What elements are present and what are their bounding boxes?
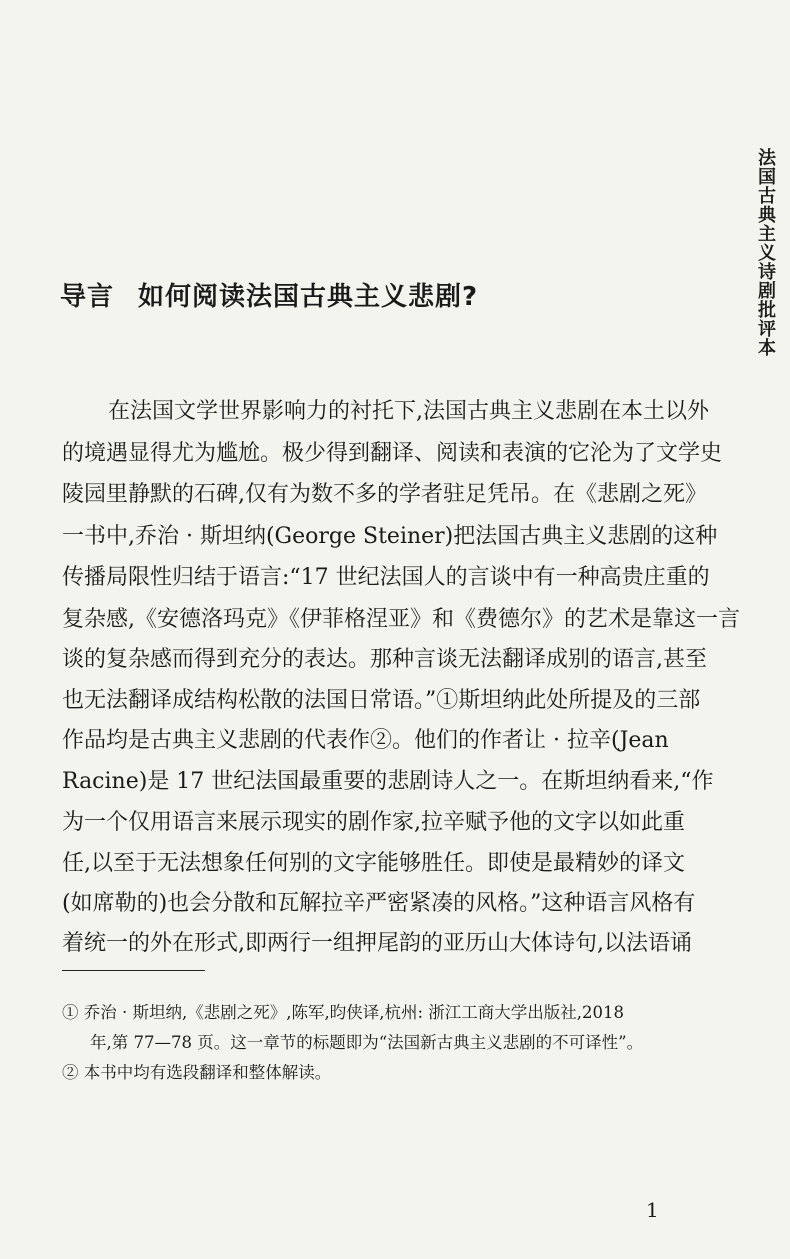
- body-line: 的境遇显得尤为尴尬。极少得到翻译、阅读和表演的它沦为了文学史: [62, 441, 723, 466]
- body-line: 也无法翻译成结构松散的法国日常语。”①斯坦纳此处所提及的三部: [62, 688, 701, 713]
- body-line: (如席勒的)也会分散和瓦解拉辛严密紧凑的风格。”这种语言风格有: [62, 891, 696, 916]
- footnote-2: ② 本书中均有选段翻译和整体解读。: [62, 1063, 332, 1082]
- body-line: 任,以至于无法想象任何别的文字能够胜任。即使是最精妙的译文: [62, 851, 685, 876]
- body-line: 着统一的外在形式,即两行一组押尾韵的亚历山大体诗句,以法语诵: [62, 931, 692, 956]
- chapter-title-text: 如何阅读法国古典主义悲剧?: [138, 282, 479, 312]
- body-line: 传播局限性归结于语言:“17 世纪法国人的言谈中有一种高贵庄重的: [62, 565, 710, 590]
- chapter-title: [60, 276, 478, 313]
- body-line: 谈的复杂感而得到充分的表达。那种言谈无法翻译成别的语言,甚至: [62, 647, 707, 672]
- body-line: 为一个仅用语言来展示现实的剧作家,拉辛赋予他的文字以如此重: [62, 810, 685, 835]
- body-line: 一书中,乔治 · 斯坦纳(George Steiner)把法国古典主义悲剧的这种: [62, 524, 718, 549]
- footnote-1-continued: 年,第 77—78 页。这一章节的标题即为“法国新古典主义悲剧的不可译性”。: [90, 1033, 644, 1052]
- body-line: 复杂感,《安德洛玛克》《伊菲格涅亚》和《费德尔》的艺术是靠这一言: [62, 607, 740, 632]
- footnote-divider: [62, 970, 205, 971]
- body-line: 在法国文学世界影响力的衬托下,法国古典主义悲剧在本土以外: [108, 399, 709, 424]
- body-line: Racine)是 17 世纪法国最重要的悲剧诗人之一。在斯坦纳看来,“作: [62, 769, 714, 794]
- footnote-1: ① 乔治 · 斯坦纳,《悲剧之死》,陈军,昀侠译,杭州: 浙江工商大学出版社,2018: [62, 1003, 624, 1022]
- running-head: 法国古典主义诗剧批评本: [755, 148, 776, 357]
- page-number: 1: [646, 1198, 659, 1222]
- body-line: 作品均是古典主义悲剧的代表作②。他们的作者让 · 拉辛(Jean: [62, 728, 669, 753]
- chapter-label: 导言: [60, 282, 115, 312]
- body-line: 陵园里静默的石碑,仅有为数不多的学者驻足凭吊。在《悲剧之死》: [62, 482, 707, 507]
